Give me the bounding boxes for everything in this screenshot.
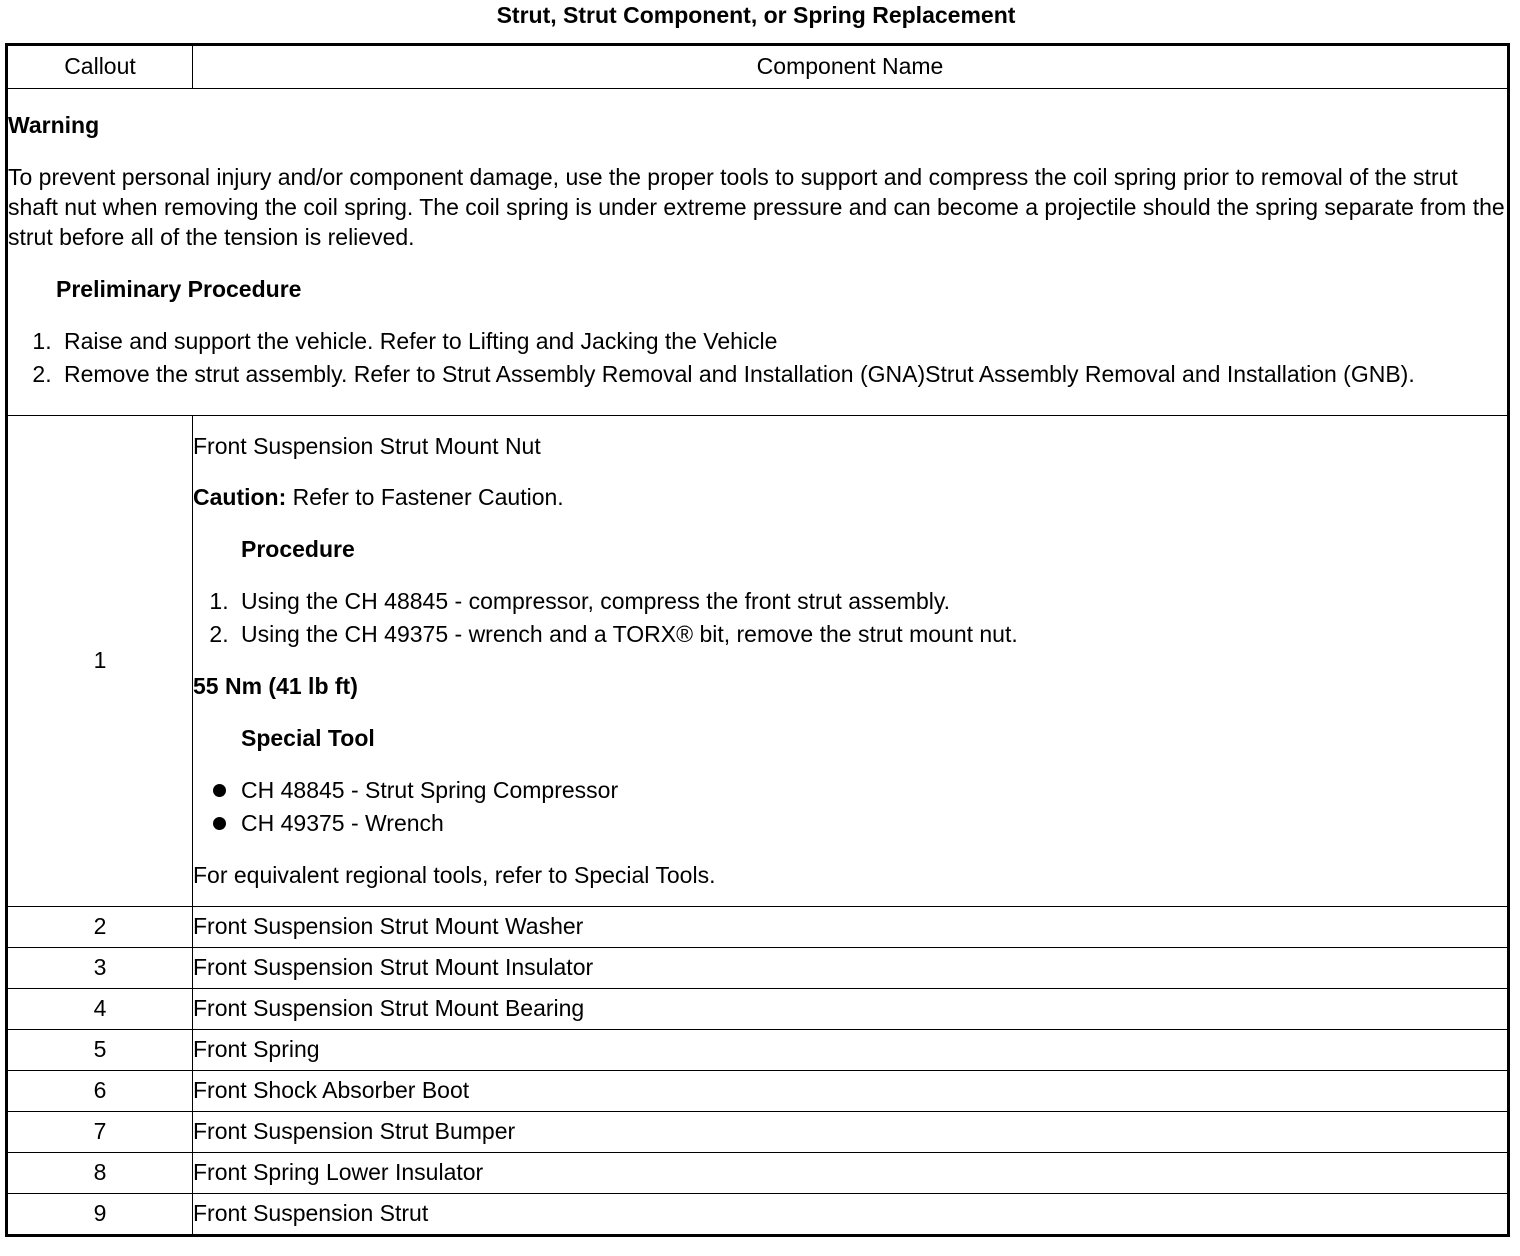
- table-row: [7, 907, 1509, 948]
- preliminary-steps: [8, 327, 1507, 390]
- component-name: Front Suspension Strut Mount Insulator: [193, 948, 1509, 989]
- component-name: Front Suspension Strut Mount Bearing: [193, 989, 1509, 1030]
- callout-number: 3: [7, 948, 193, 989]
- special-tool-list: [193, 776, 1507, 839]
- table-row: [7, 1153, 1509, 1194]
- warning-title: Warning: [8, 112, 100, 139]
- callout-number: 8: [7, 1153, 193, 1194]
- component-table: [5, 43, 1510, 1237]
- component-name: Front Suspension Strut Bumper: [193, 1112, 1509, 1153]
- table-row: [7, 1030, 1509, 1071]
- procedure-step: 1. Using the CH 48845 - compressor, compress the front strut assembly.: [235, 587, 1507, 617]
- component-name: Front Spring: [193, 1030, 1509, 1071]
- caution-text: Refer to Fastener Caution.: [286, 484, 564, 511]
- header-row: [7, 45, 1509, 89]
- page-title: Strut, Strut Component, or Spring Replacement: [496, 2, 1016, 28]
- warning-row: [7, 89, 1509, 416]
- warning-cell: [7, 89, 1509, 416]
- component-name-header: Component Name: [193, 45, 1509, 89]
- component-name: Front Suspension Strut Mount Nut: [193, 432, 541, 459]
- callout-number: 1: [7, 416, 193, 907]
- component-name: Front Spring Lower Insulator: [193, 1153, 1509, 1194]
- tool-name: CH 48845 - Strut Spring Compressor: [241, 776, 619, 803]
- table-row: [7, 1112, 1509, 1153]
- warning-text: To prevent personal injury and/or component damage, use the proper tools to support and compress the coil spring prior to removal of the strut shaft nut when removing the coil spring. The coil spring is under extreme pressure and can become a projectile should the spring separate from the strut before all of the tension is relieved.: [8, 164, 1505, 251]
- caution-note: [193, 483, 1507, 513]
- preliminary-procedure-heading: Preliminary Procedure: [56, 275, 302, 302]
- torque-spec: 55 Nm (41 lb ft): [193, 673, 358, 699]
- list-item: [241, 809, 1507, 839]
- table-row: [7, 1194, 1509, 1236]
- table-row: [7, 948, 1509, 989]
- table-row: [7, 989, 1509, 1030]
- caution-label: Caution:: [193, 484, 287, 511]
- component-detail: [193, 416, 1509, 907]
- tool-name: CH 49375 - Wrench: [241, 809, 444, 836]
- table-row: [7, 416, 1509, 907]
- bullet-icon: [213, 784, 226, 797]
- callout-header: Callout: [7, 45, 193, 89]
- callout-number: 6: [7, 1071, 193, 1112]
- table-row: [7, 1071, 1509, 1112]
- preliminary-step: 1. Raise and support the vehicle. Refer to Lifting and Jacking the Vehicle: [58, 327, 1507, 357]
- regional-tools-note: For equivalent regional tools, refer to Special Tools.: [193, 861, 716, 888]
- callout-number: 5: [7, 1030, 193, 1071]
- callout-number: 7: [7, 1112, 193, 1153]
- callout-number: 4: [7, 989, 193, 1030]
- bullet-icon: [213, 817, 226, 830]
- procedure-heading: Procedure: [241, 536, 355, 563]
- component-name: Front Suspension Strut Mount Washer: [193, 907, 1509, 948]
- component-name: Front Suspension Strut: [193, 1194, 1509, 1236]
- callout-number: 9: [7, 1194, 193, 1236]
- callout-number: 2: [7, 907, 193, 948]
- component-name: Front Shock Absorber Boot: [193, 1071, 1509, 1112]
- procedure-step: 2. Using the CH 49375 - wrench and a TORX® bit, remove the strut mount nut.: [235, 620, 1507, 650]
- list-item: [241, 776, 1507, 806]
- preliminary-step: 2. Remove the strut assembly. Refer to Strut Assembly Removal and Installation (GNA)Strut Assembly Removal and Installation (GNB).: [58, 360, 1507, 390]
- special-tool-heading: Special Tool: [241, 724, 375, 751]
- procedure-steps: [193, 587, 1507, 650]
